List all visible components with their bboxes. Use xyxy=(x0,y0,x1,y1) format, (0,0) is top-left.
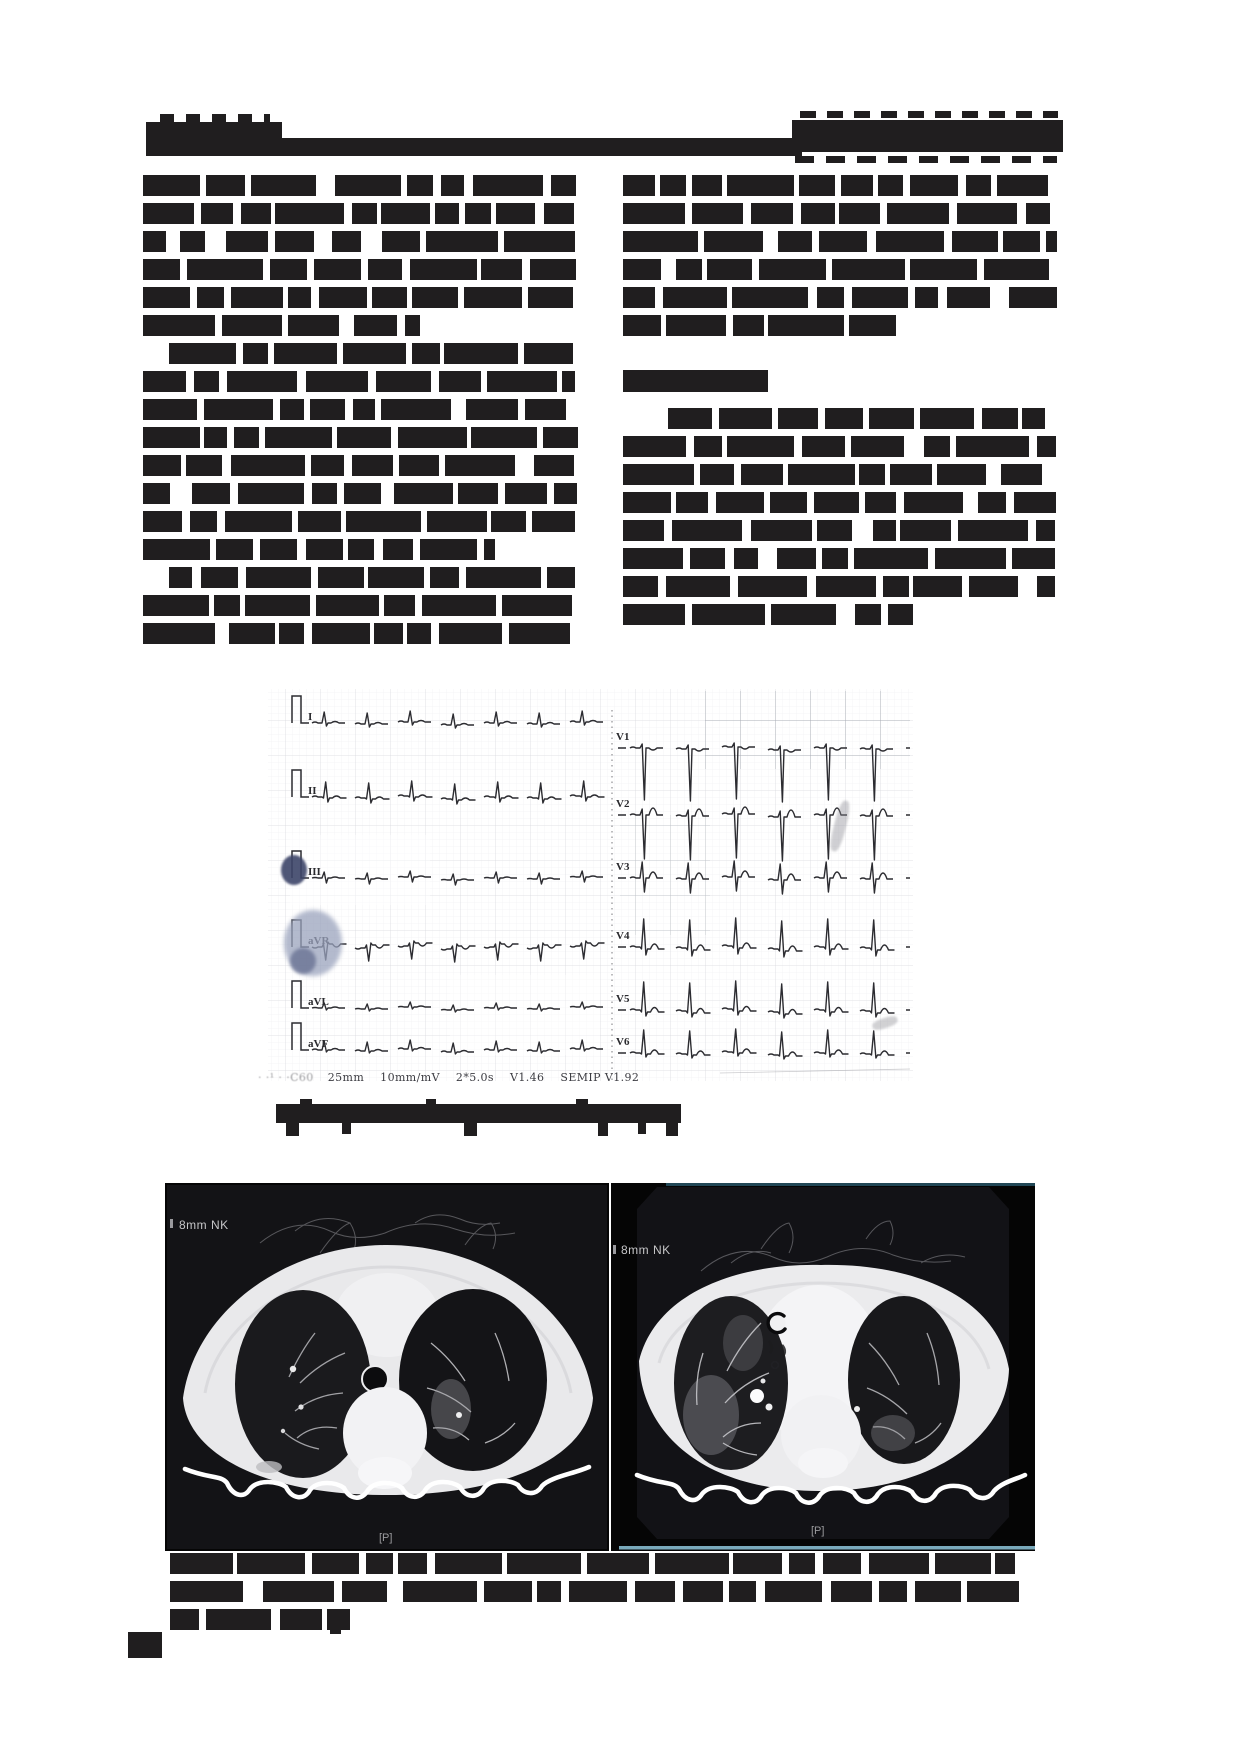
redacted-text-line xyxy=(143,427,583,448)
left-text-column-redacted xyxy=(143,175,583,651)
ct-figure xyxy=(165,1183,1035,1551)
header-rule-redacted-bar xyxy=(282,138,802,156)
redacted-text-line xyxy=(170,1609,1030,1630)
redacted-text-line xyxy=(143,259,583,280)
redacted-text-line xyxy=(623,604,1063,625)
ct-annotation-left: 8mm NK xyxy=(179,1218,229,1232)
redacted-text-line xyxy=(623,231,1063,252)
redacted-text-line xyxy=(623,436,1063,457)
ecg-lead-label: aVL xyxy=(308,996,329,1008)
ecg-lead-label: V3 xyxy=(616,861,630,873)
ecg-lead-label: V4 xyxy=(616,930,630,942)
redacted-text-line xyxy=(143,511,583,532)
ct-orientation-left: [P] xyxy=(379,1532,393,1544)
redacted-section-heading xyxy=(623,370,768,392)
header-right-redacted-block xyxy=(792,120,1063,152)
redacted-text-line xyxy=(143,623,583,644)
redacted-text-line xyxy=(143,399,583,420)
redacted-text-line xyxy=(623,315,1063,336)
redacted-text-line xyxy=(623,464,1063,485)
ct-ui-top-line xyxy=(666,1183,1035,1186)
redacted-text-line xyxy=(143,595,583,616)
ecg-footer-annotation xyxy=(258,1071,655,1084)
redacted-text-line xyxy=(143,315,583,336)
header-left-bumps xyxy=(160,114,270,123)
redacted-text-line xyxy=(143,287,583,308)
redacted-text-line xyxy=(169,567,583,588)
header-right-dashes-bottom xyxy=(795,156,1057,163)
ecg-lead-label: I xyxy=(308,711,313,723)
redacted-text-line xyxy=(623,175,1063,196)
redacted-text-line xyxy=(623,203,1063,224)
ecg-footer-illegible: · ·¹ · ·C60 xyxy=(258,1071,314,1084)
redacted-text-line xyxy=(623,259,1063,280)
ecg-lead-label: V5 xyxy=(616,993,630,1005)
ink-smudge-dark xyxy=(281,855,307,885)
figure2-caption-redacted xyxy=(170,1553,1030,1637)
ecg-lead-label: III xyxy=(308,866,321,878)
ecg-lead-label: V2 xyxy=(616,798,630,810)
ct-scan-right xyxy=(611,1183,1035,1551)
redacted-text-line xyxy=(143,203,583,224)
redacted-text-line xyxy=(623,576,1063,597)
redacted-text-line xyxy=(668,408,1063,429)
ecg-footer-token: V1.46 xyxy=(509,1071,545,1084)
redacted-text-line xyxy=(143,483,583,504)
header-left-redacted-block xyxy=(146,122,282,156)
ct-scan-left xyxy=(165,1183,609,1551)
ecg-footer-token: 2*5.0s xyxy=(455,1071,494,1084)
redacted-text-line xyxy=(143,455,583,476)
redacted-text-line xyxy=(623,287,1063,308)
ct-ui-bottom-line xyxy=(619,1546,1035,1550)
ecg-figure xyxy=(250,685,920,1090)
ecg-strip xyxy=(250,685,920,1090)
ct-annotation-right: 8mm NK xyxy=(621,1243,671,1257)
redacted-text-line xyxy=(623,492,1063,513)
ecg-footer-token: SEMIP V1.92 xyxy=(560,1071,640,1084)
redacted-text-line xyxy=(169,343,583,364)
redacted-text-line xyxy=(143,231,583,252)
header-right-dashes-top xyxy=(800,111,1058,118)
figure1-caption-redacted xyxy=(276,1099,686,1139)
ecg-lead-label: V1 xyxy=(616,731,630,743)
ecg-lead-label: aVF xyxy=(308,1038,329,1050)
redacted-text-line xyxy=(623,520,1063,541)
redacted-text-line xyxy=(170,1553,1030,1574)
redacted-text-line xyxy=(143,371,583,392)
ecg-footer-token: 10mm/mV xyxy=(380,1071,440,1084)
redacted-text-line xyxy=(623,548,1063,569)
ct-orientation-right: [P] xyxy=(811,1525,825,1537)
page-number-redacted xyxy=(128,1632,162,1658)
ecg-footer-token: 25mm xyxy=(327,1071,365,1084)
redacted-text-line xyxy=(170,1581,1030,1602)
redacted-text-line xyxy=(143,175,583,196)
right-text-column-redacted xyxy=(623,175,1063,632)
ecg-lead-label: V6 xyxy=(616,1036,630,1048)
ink-smudge-large-core xyxy=(290,948,316,974)
redacted-text-line xyxy=(143,539,583,560)
ecg-lead-label: II xyxy=(308,785,317,797)
